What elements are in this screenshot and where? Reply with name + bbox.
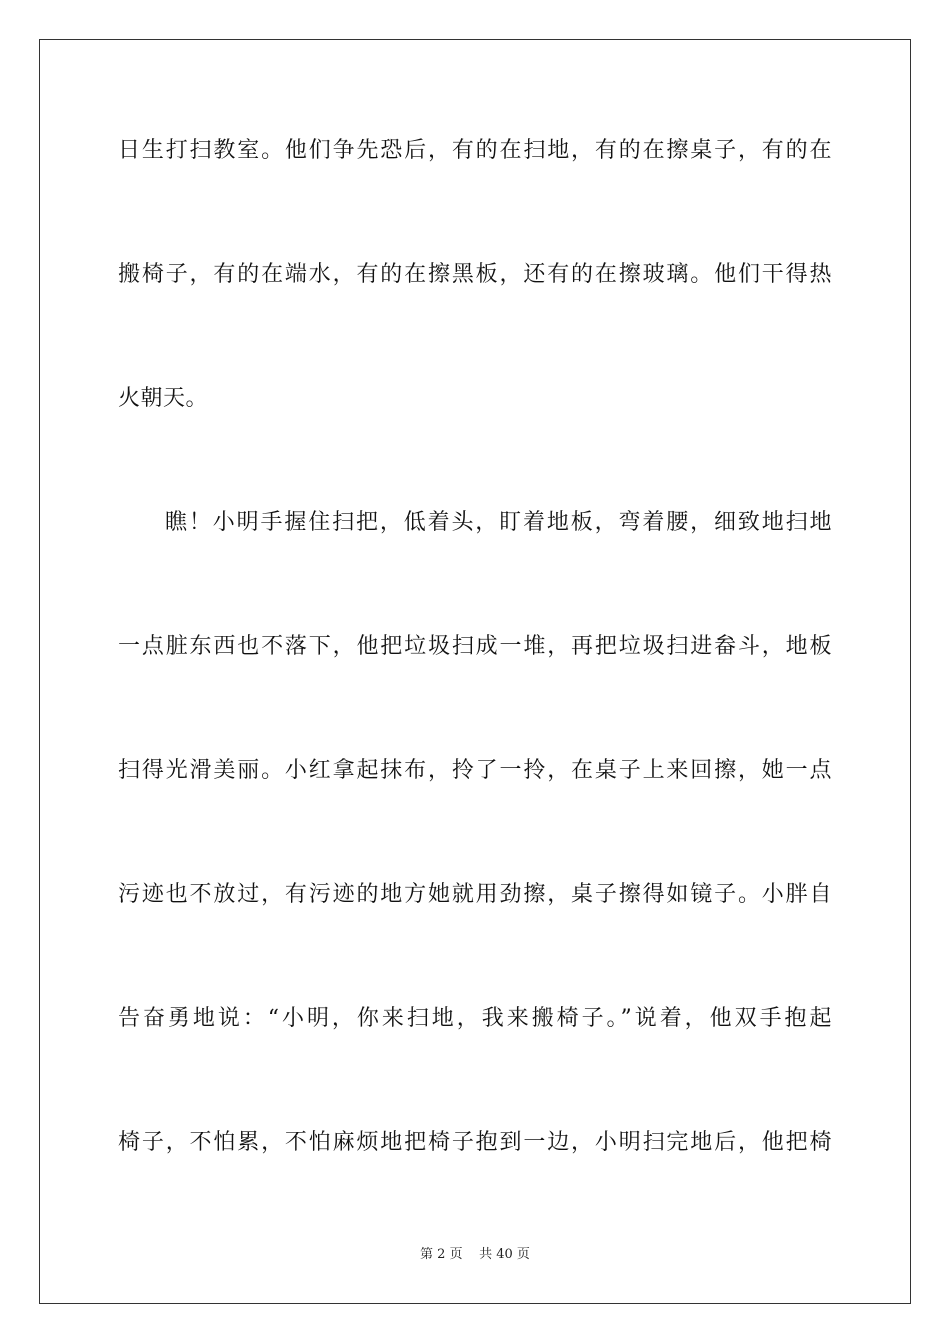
text-line-7: 污迹也不放过，有污迹的地方她就用劲擦，桌子擦得如镜子。小胖自	[118, 882, 832, 907]
total-pages: 共 40 页	[479, 1247, 530, 1262]
text-line-5: 一点脏东西也不落下，他把垃圾扫成一堆，再把垃圾扫进畚斗，地板	[118, 634, 832, 659]
text-line-2: 搬椅子，有的在端水，有的在擦黑板，还有的在擦玻璃。他们干得热	[118, 262, 832, 287]
page-number: 第 2 页	[420, 1247, 463, 1262]
text-line-1: 日生打扫教室。他们争先恐后，有的在扫地，有的在擦桌子，有的在	[118, 138, 832, 163]
text-line-3: 火朝天。	[118, 386, 209, 411]
text-line-9: 椅子，不怕累，不怕麻烦地把椅子抱到一边，小明扫完地后，他把椅	[118, 1130, 832, 1155]
text-line-6: 扫得光滑美丽。小红拿起抹布，拎了一拎，在桌子上来回擦，她一点	[118, 758, 832, 783]
page-footer	[0, 1246, 950, 1264]
page-border	[39, 39, 911, 1304]
text-line-8: 告奋勇地说：“小明，你来扫地，我来搬椅子。”说着，他双手抱起	[118, 1006, 832, 1031]
text-line-4-paragraph-start: 瞧！小明手握住扫把，低着头，盯着地板，弯着腰，细致地扫地	[165, 510, 832, 535]
